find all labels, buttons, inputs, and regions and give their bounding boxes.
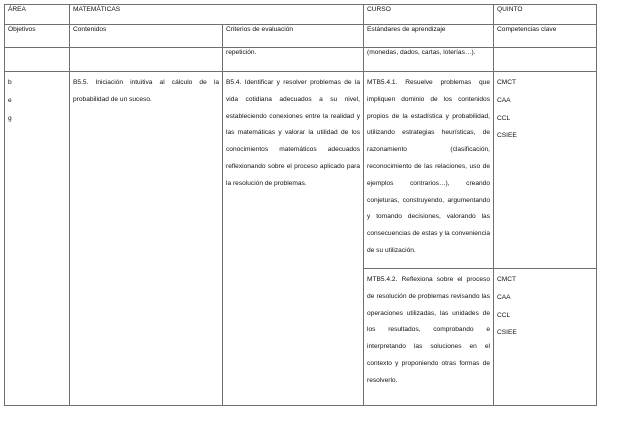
objective-item: g [8, 114, 12, 122]
standard-cell-1 [364, 72, 494, 269]
continuation-criteria-cell [223, 48, 364, 72]
criterion-text: B5.4. Identificar y resolver problemas de la vida cotidiana adecuados a su nivel, estableciendo conexiones entre la realidad y las matemáticas y valorar la utilidad de los conocimientos matemáticos adecuados reflexionando sobre el proceso aplicado para la resolución de problemas. [226, 79, 361, 187]
competences-cell-2 [494, 269, 597, 406]
standard-text-1: MTB5.4.1. Resuelve problemas que impliquen dominio de los contenidos propios de la estadística y probabilidad, utilizando estrategias heurísticas, de razonamiento (clasificación, reconocimiento de las relaciones, uso de ejemplos contrarios…), creando conjeturas, construyendo, argumentando y tomando decisiones, valorando las consecuencias de estas y la conveniencia de su utilización. [367, 79, 491, 254]
area-value: MATEMÁTICAS [70, 5, 364, 25]
criteria-header: Criterios de evaluación [223, 25, 364, 48]
objective-item: b [8, 79, 12, 86]
continuation-contents-cell [70, 48, 223, 72]
content-text: B5.5. Iniciación intuitiva al cálculo de la probabilidad de un suceso. [73, 79, 219, 103]
course-value: QUINTO [494, 5, 597, 25]
criterion-cell [223, 72, 364, 406]
standard-text-2: MTB5.4.2. Reflexiona sobre el proceso de resolución de problemas revisando las operaciones utilizadas, las unidades de los resultados, comprobando e interpretando las soluciones en el contexto y proponiendo otras formas de resolverlo. [367, 276, 491, 384]
competences-cell-1 [494, 72, 597, 269]
competence-item: CCL [497, 114, 511, 122]
standard-cell-2 [364, 269, 494, 406]
standards-header: Estándares de aprendizaje [364, 25, 494, 48]
competence-item: CSIEE [497, 132, 517, 140]
objectives-list [8, 74, 66, 127]
competences-list-2 [497, 271, 593, 342]
competences-header: Competencias clave [494, 25, 597, 48]
continuation-row [5, 48, 597, 72]
content-cell [70, 72, 223, 406]
competence-item: CSIEE [497, 329, 517, 337]
competence-item: CCL [497, 311, 511, 319]
column-header-row [5, 25, 597, 48]
area-label: ÁREA [5, 5, 70, 25]
competences-list-1 [497, 74, 593, 145]
competence-item: CMCT [497, 79, 517, 86]
competence-item: CMCT [497, 276, 517, 283]
standard-row-1 [5, 72, 597, 269]
continuation-standards-text: (monedas, dados, cartas, loterías…). [367, 49, 476, 56]
objectives-header: Objetivos [5, 25, 70, 48]
continuation-standards-cell [364, 48, 494, 72]
continuation-criteria-text: repetición. [226, 49, 257, 56]
continuation-competences-cell [494, 48, 597, 72]
competence-item: CAA [497, 96, 511, 104]
header-row [5, 5, 597, 25]
objectives-cell [5, 72, 70, 406]
course-label: CURSO [364, 5, 494, 25]
continuation-objectives-cell [5, 48, 70, 72]
competence-item: CAA [497, 293, 511, 301]
objective-item: e [8, 96, 12, 104]
curriculum-table [4, 4, 597, 406]
contents-header: Contenidos [70, 25, 223, 48]
